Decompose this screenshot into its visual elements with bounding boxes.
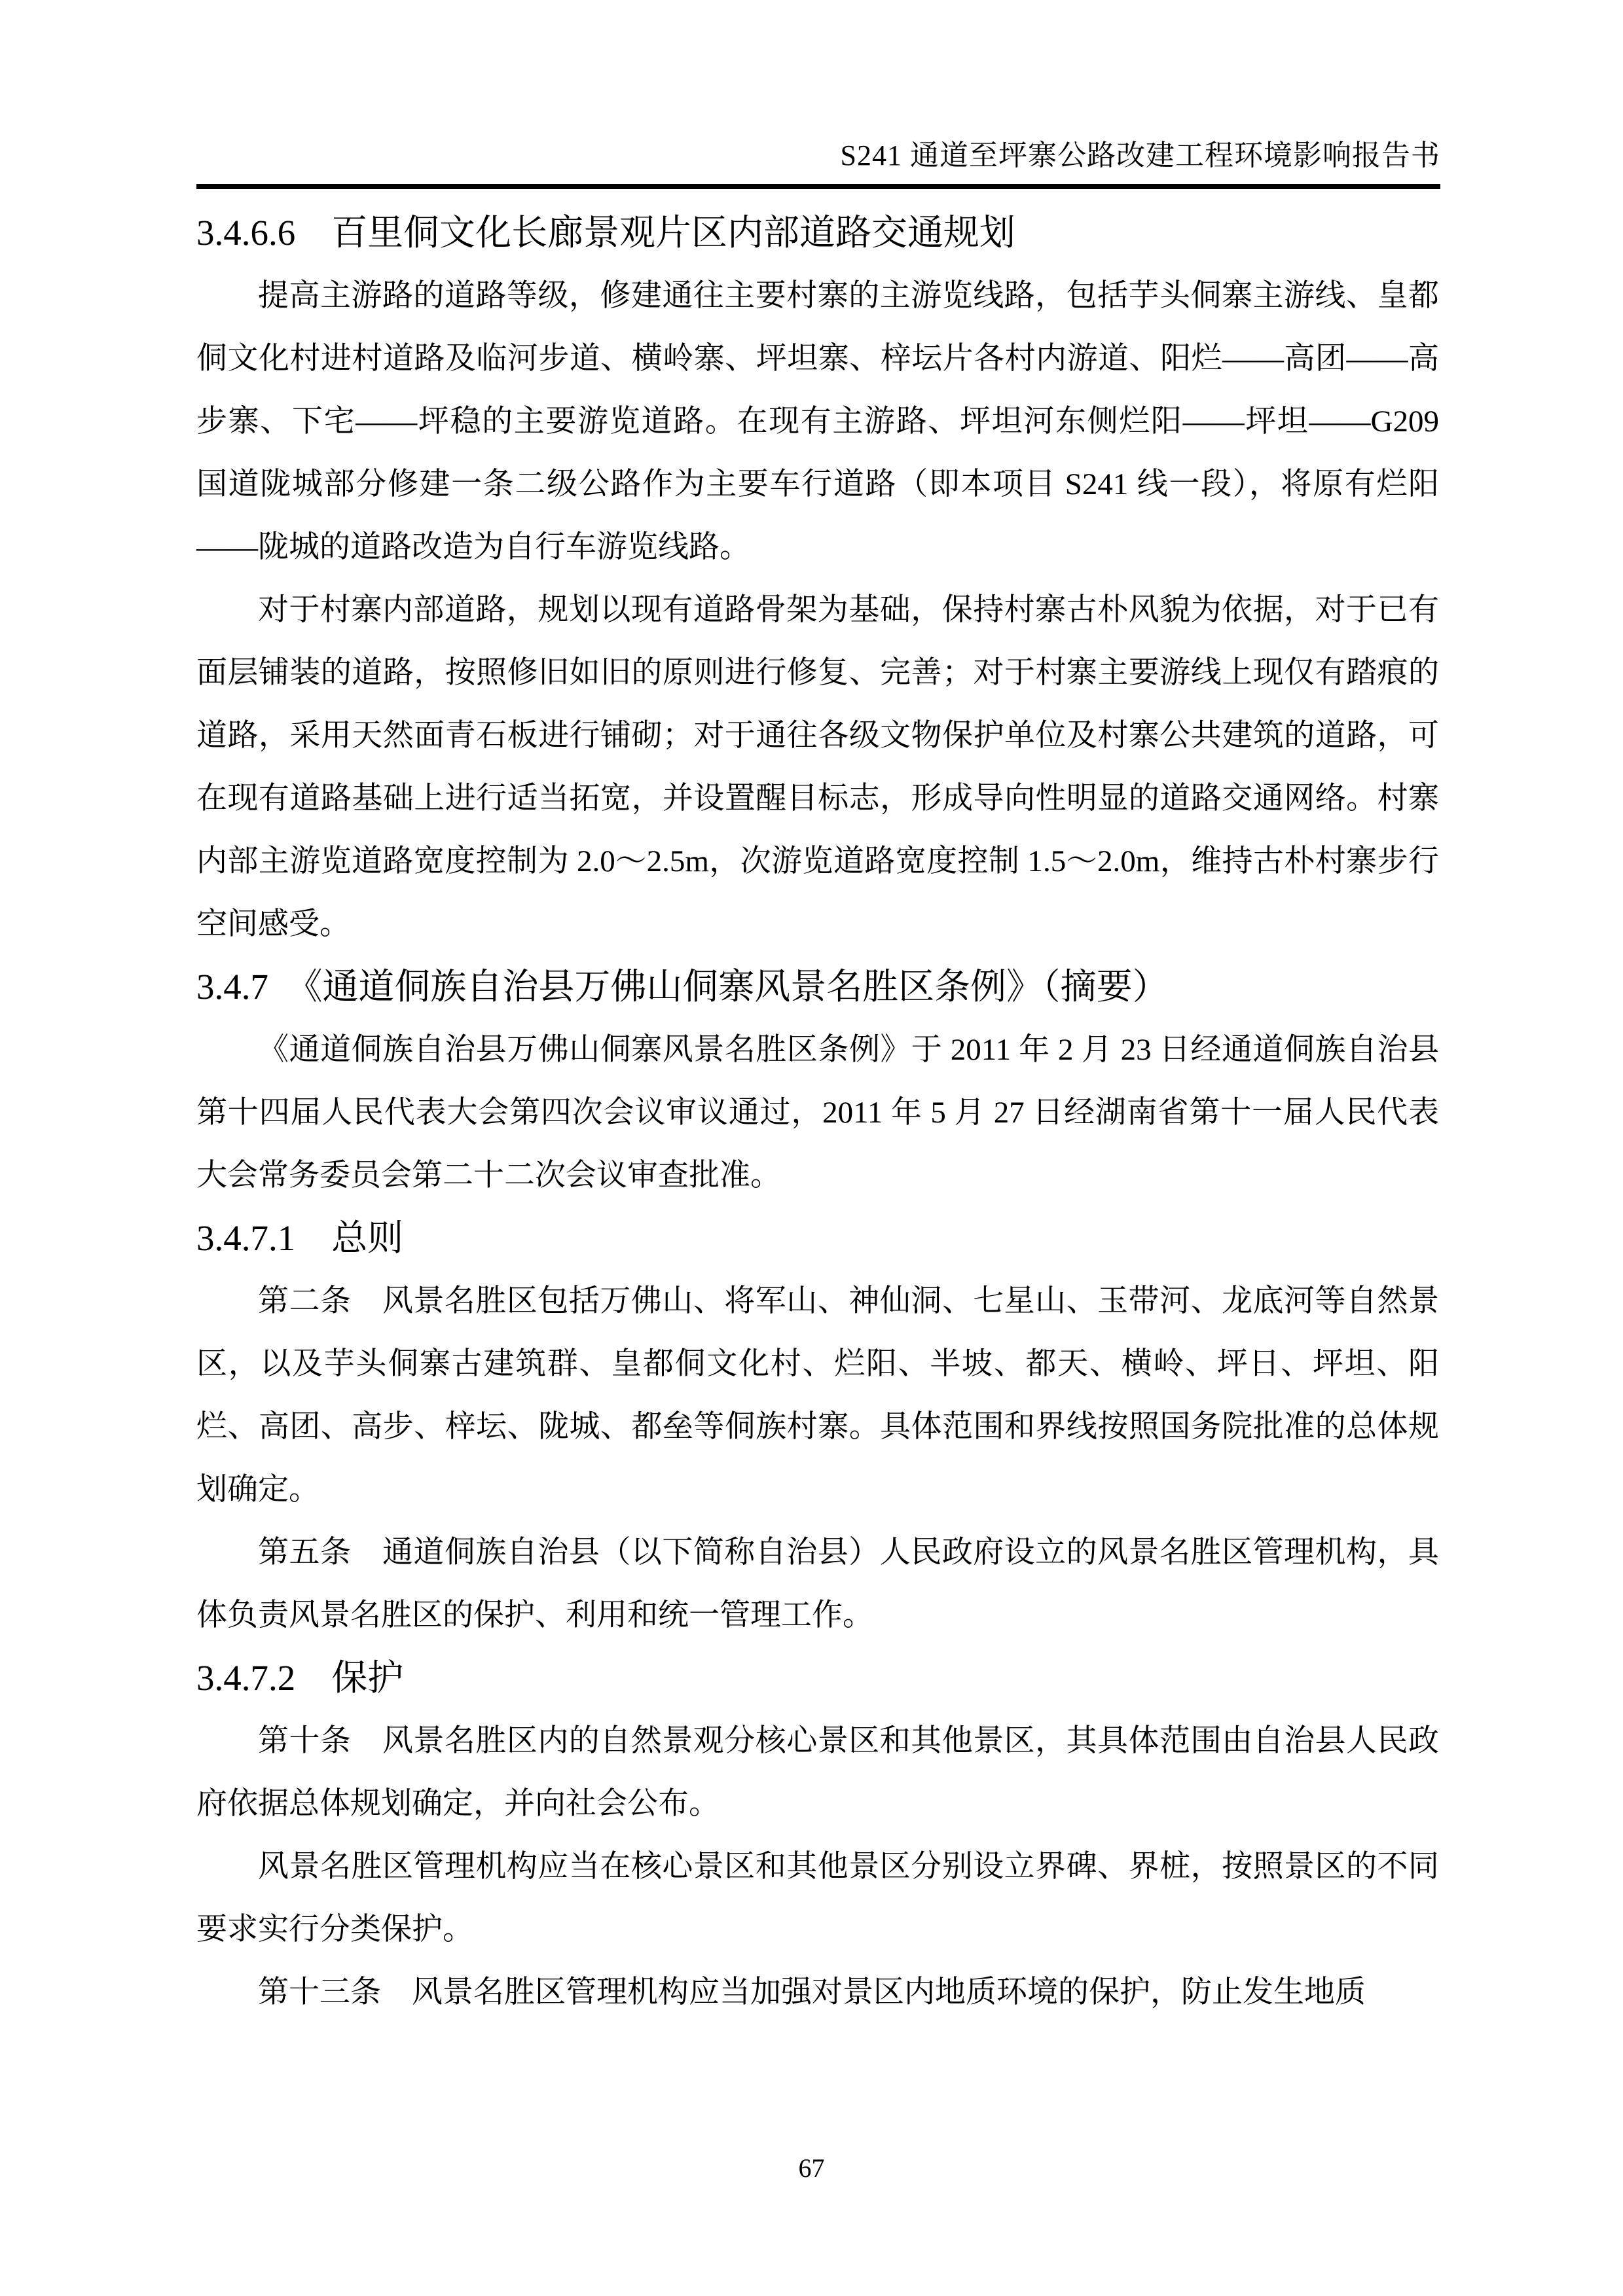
heading-3-4-7: 3.4.7 《通道侗族自治县万佛山侗寨风景名胜区条例》（摘要） bbox=[196, 967, 1169, 1007]
paragraph-village-internal-roads: 对于村寨内部道路，规划以现有道路骨架为基础，保持村寨古朴风貌为依据，对于已有面层铺装的道路，按照修旧如旧的原则进行修复、完善；对于村寨主要游线上现仅有踏痕的道路，采用天然面青石板进行铺砌；对于通往各级文物保护单位及村寨公共建筑的道路，可在现有道路基础上进行适当拓宽，并设置醒目标志，形成导向性明显的道路交通网络。村寨内部主游览道路宽度控制为 2.0～2.5m，次游览道路宽度控制 1.5～2.0m，维持古朴村寨步行空间感受。 bbox=[196, 593, 1439, 941]
paragraph-main-tour-roads: 提高主游路的道路等级，修建通往主要村寨的主游览线路，包括芋头侗寨主游线、皇都侗文化村进村道路及临河步道、横岭寨、坪坦寨、梓坛片各村内游道、阳烂——高团——高步寨、下宅——坪稳的主要游览道路。在现有主游路、坪坦河东侧烂阳——坪坦——G209 国道陇城部分修建一条二级公路作为主要车行道路（即本项目 S241 线一段），将原有烂阳——陇城的道路改造为自行车游览线路。 bbox=[196, 279, 1439, 564]
paragraph-article-13: 第十三条 风景名胜区管理机构应当加强对景区内地质环境的保护，防止发生地质 bbox=[258, 1975, 1366, 2009]
paragraph-boundary-markers: 风景名胜区管理机构应当在核心景区和其他景区分别设立界碑、界桩，按照景区的不同要求实行分类保护。 bbox=[196, 1850, 1439, 1946]
heading-3-4-7-1: 3.4.7.1 总则 bbox=[196, 1218, 404, 1258]
page-number: 67 bbox=[798, 2153, 825, 2183]
paragraph-article-5: 第五条 通道侗族自治县（以下简称自治县）人民政府设立的风景名胜区管理机构，具体负责风景名胜区的保护、利用和统一管理工作。 bbox=[196, 1535, 1439, 1632]
paragraph-regulation-approval: 《通道侗族自治县万佛山侗寨风景名胜区条例》于 2011 年 2 月 23 日经通道侗族自治县第十四届人民代表大会第四次会议审议通过，2011 年 5 月 27 日经湖南省第十一届人民代表大会常务委员会第二十二次会议审查批准。 bbox=[196, 1033, 1439, 1193]
heading-3-4-6-6: 3.4.6.6 百里侗文化长廊景观片区内部道路交通规划 bbox=[196, 213, 1015, 253]
paragraph-article-10: 第十条 风景名胜区内的自然景观分核心景区和其他景区，其具体范围由自治县人民政府依据总体规划确定，并向社会公布。 bbox=[196, 1724, 1439, 1821]
heading-3-4-7-2: 3.4.7.2 保护 bbox=[196, 1658, 404, 1698]
paragraph-article-2: 第二条 风景名胜区包括万佛山、将军山、神仙洞、七星山、玉带河、龙底河等自然景区，以及芋头侗寨古建筑群、皇都侗文化村、烂阳、半坡、都天、横岭、坪日、坪坦、阳烂、高团、高步、梓坛、陇城、都垒等侗族村寨。具体范围和界线按照国务院批准的总体规划确定。 bbox=[196, 1284, 1439, 1507]
page-header-title: S241 通道至坪寨公路改建工程环境影响报告书 bbox=[840, 139, 1440, 171]
header-divider-line bbox=[196, 184, 1440, 189]
document-body bbox=[196, 202, 1439, 2024]
